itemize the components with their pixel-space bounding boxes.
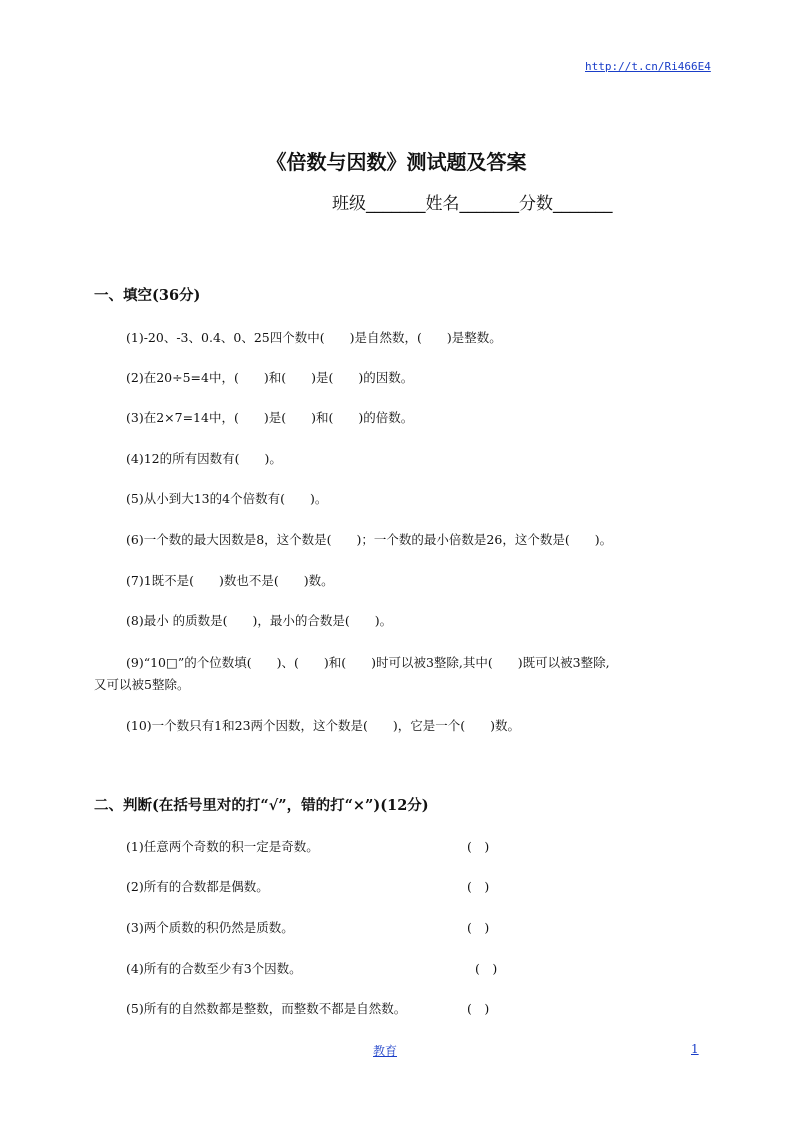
fill-item-9: (9)“10□”的个位数填( )、( )和( )时可以被3整除,其中( )既可以被3整除, xyxy=(126,655,610,670)
fill-item-7: (7)1既不是( )数也不是( )数。 xyxy=(126,573,334,588)
header-url-link[interactable]: http://t.cn/Ri466E4 xyxy=(585,60,711,73)
judge-item-1: (1)任意两个奇数的积一定是奇数。 xyxy=(126,839,319,854)
judge-answer-5[interactable]: ( ) xyxy=(467,1001,490,1016)
judge-item-2: (2)所有的合数都是偶数。 xyxy=(126,879,269,894)
fill-item-3: (3)在2×7=14中，( )是( )和( )的倍数。 xyxy=(126,410,414,425)
judge-answer-2[interactable]: ( ) xyxy=(467,879,490,894)
fill-item-8: (8)最小 的质数是( )，最小的合数是( )。 xyxy=(126,613,393,628)
fill-item-10: (10)一个数只有1和23两个因数，这个数是( )，它是一个( )数。 xyxy=(126,718,521,733)
page-number[interactable]: 1 xyxy=(691,1042,699,1056)
fill-item-9-continued: 又可以被5整除。 xyxy=(94,677,190,692)
judge-answer-1[interactable]: ( ) xyxy=(467,839,490,854)
judge-item-4: (4)所有的合数至少有3个因数。 xyxy=(126,961,302,976)
judge-answer-4[interactable]: ( ) xyxy=(475,961,498,976)
fill-item-2: (2)在20÷5=4中，( )和( )是( )的因数。 xyxy=(126,370,414,385)
fill-item-6: (6)一个数的最大因数是8，这个数是( )；一个数的最小倍数是26，这个数是( )。 xyxy=(126,532,613,547)
page-title: 《倍数与因数》测试题及答案 xyxy=(266,150,527,174)
footer-center-link[interactable]: 教育 xyxy=(373,1044,398,1058)
judge-answer-3[interactable]: ( ) xyxy=(467,920,490,935)
fill-item-4: (4)12的所有因数有( )。 xyxy=(126,451,282,466)
section2-heading: 二、判断(在括号里对的打“√”，错的打“×”)(12分) xyxy=(94,797,429,814)
judge-item-3: (3)两个质数的积仍然是质数。 xyxy=(126,920,294,935)
fill-item-5: (5)从小到大13的4个倍数有( )。 xyxy=(126,491,328,506)
section1-heading: 一、填空(36分) xyxy=(94,287,201,304)
judge-item-5: (5)所有的自然数都是整数，而整数不都是自然数。 xyxy=(126,1001,407,1016)
fill-item-1: (1)-20、-3、0.4、0、25四个数中( )是自然数，( )是整数。 xyxy=(126,330,502,345)
student-info-line: 班级_______姓名_______分数_______ xyxy=(332,194,613,214)
